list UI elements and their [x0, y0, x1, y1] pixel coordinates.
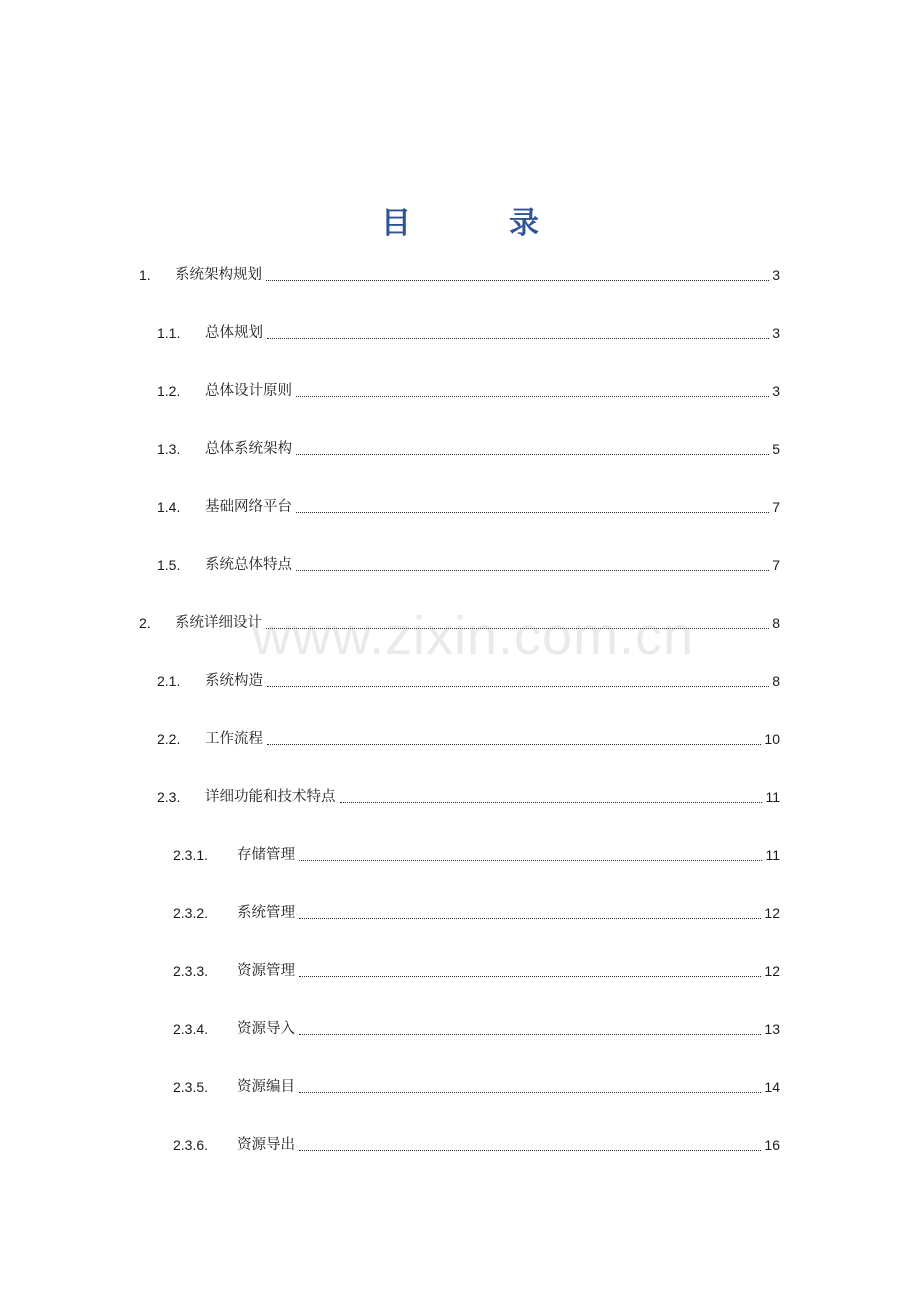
toc-entry-number: 2.3.5.	[173, 1079, 209, 1095]
toc-entry-page: 12	[764, 963, 780, 979]
toc-entry-title: 详细功能和技术特点	[205, 789, 336, 805]
toc-entry-number: 2.3.	[157, 789, 181, 805]
toc-entry-number: 1.4.	[157, 499, 181, 515]
toc-entry-title: 系统管理	[237, 905, 295, 921]
toc-entry-number: 2.3.3.	[173, 963, 209, 979]
toc-entry-number: 1.2.	[157, 383, 181, 399]
dot-leader	[294, 548, 771, 582]
toc-entry[interactable]	[157, 432, 780, 466]
toc-entry-page: 8	[772, 615, 780, 631]
toc-entry[interactable]	[173, 954, 780, 988]
dot-leader	[338, 780, 765, 814]
toc-entry-number: 2.3.2.	[173, 905, 209, 921]
toc-entry-number: 2.3.1.	[173, 847, 209, 863]
toc-entry-number: 2.3.6.	[173, 1137, 209, 1153]
toc-entry[interactable]	[173, 1070, 780, 1104]
toc-entry-page: 5	[772, 441, 780, 457]
dot-leader	[297, 838, 764, 872]
toc-entry-title: 资源导入	[237, 1021, 295, 1037]
toc-entry-title: 总体设计原则	[205, 383, 292, 399]
toc-entry-number: 2.2.	[157, 731, 181, 747]
toc-entry-page: 12	[764, 905, 780, 921]
toc-entry-number: 2.	[139, 615, 151, 631]
dot-leader	[297, 954, 763, 988]
toc-entry[interactable]	[157, 664, 780, 698]
toc-entry-number: 2.1.	[157, 673, 181, 689]
toc-entry-page: 7	[772, 557, 780, 573]
toc-entry-title: 系统总体特点	[205, 557, 292, 573]
toc-entry-number: 1.5.	[157, 557, 181, 573]
dot-leader	[294, 374, 771, 408]
toc-entry-number: 1.1.	[157, 325, 181, 341]
toc-entry[interactable]	[157, 316, 780, 350]
toc-entry-title: 资源管理	[237, 963, 295, 979]
toc-entry-page: 10	[764, 731, 780, 747]
dot-leader	[297, 896, 763, 930]
toc-entry[interactable]	[139, 258, 780, 292]
dot-leader	[294, 490, 771, 524]
page-title: 目 录	[381, 206, 573, 241]
dot-leader	[264, 606, 771, 640]
toc-entry[interactable]	[157, 780, 780, 814]
dot-leader	[297, 1128, 763, 1162]
dot-leader	[297, 1012, 763, 1046]
toc-entry[interactable]	[173, 896, 780, 930]
toc-entry[interactable]	[173, 1012, 780, 1046]
dot-leader	[265, 316, 771, 350]
toc-entry[interactable]	[139, 606, 780, 640]
toc-entry-page: 7	[772, 499, 780, 515]
dot-leader	[265, 722, 763, 756]
toc-entry-page: 8	[772, 673, 780, 689]
toc-entry-title: 资源导出	[237, 1137, 295, 1153]
dot-leader	[265, 664, 771, 698]
toc-entry-page: 16	[764, 1137, 780, 1153]
toc-entry-title: 总体系统架构	[205, 441, 292, 457]
watermark: www.zixin.com.cn	[252, 606, 695, 666]
toc-entry-page: 13	[764, 1021, 780, 1037]
toc-entry-page: 14	[764, 1079, 780, 1095]
dot-leader	[297, 1070, 763, 1104]
toc-entry[interactable]	[157, 548, 780, 582]
toc-entry[interactable]	[173, 1128, 780, 1162]
toc-entry-title: 系统详细设计	[175, 615, 262, 631]
dot-leader	[294, 432, 771, 466]
toc-entry-title: 存储管理	[237, 847, 295, 863]
toc-entry-page: 11	[765, 847, 780, 863]
toc-entry-number: 1.	[139, 267, 151, 283]
toc-entry-page: 11	[765, 789, 780, 805]
toc-entry-page: 3	[772, 383, 780, 399]
toc-entry-title: 资源编目	[237, 1079, 295, 1095]
toc-entry-number: 2.3.4.	[173, 1021, 209, 1037]
toc-entry-title: 系统构造	[205, 673, 263, 689]
toc-entry-page: 3	[772, 267, 780, 283]
toc-entry-page: 3	[772, 325, 780, 341]
toc-entry[interactable]	[173, 838, 780, 872]
toc-entry-title: 基础网络平台	[205, 499, 292, 515]
dot-leader	[264, 258, 771, 292]
toc-entry[interactable]	[157, 374, 780, 408]
toc-entry-title: 总体规划	[205, 325, 263, 341]
toc-entry[interactable]	[157, 722, 780, 756]
toc-entry-number: 1.3.	[157, 441, 181, 457]
toc-entry-title: 工作流程	[205, 731, 263, 747]
toc-entry-title: 系统架构规划	[175, 267, 262, 283]
toc-entry[interactable]	[157, 490, 780, 524]
